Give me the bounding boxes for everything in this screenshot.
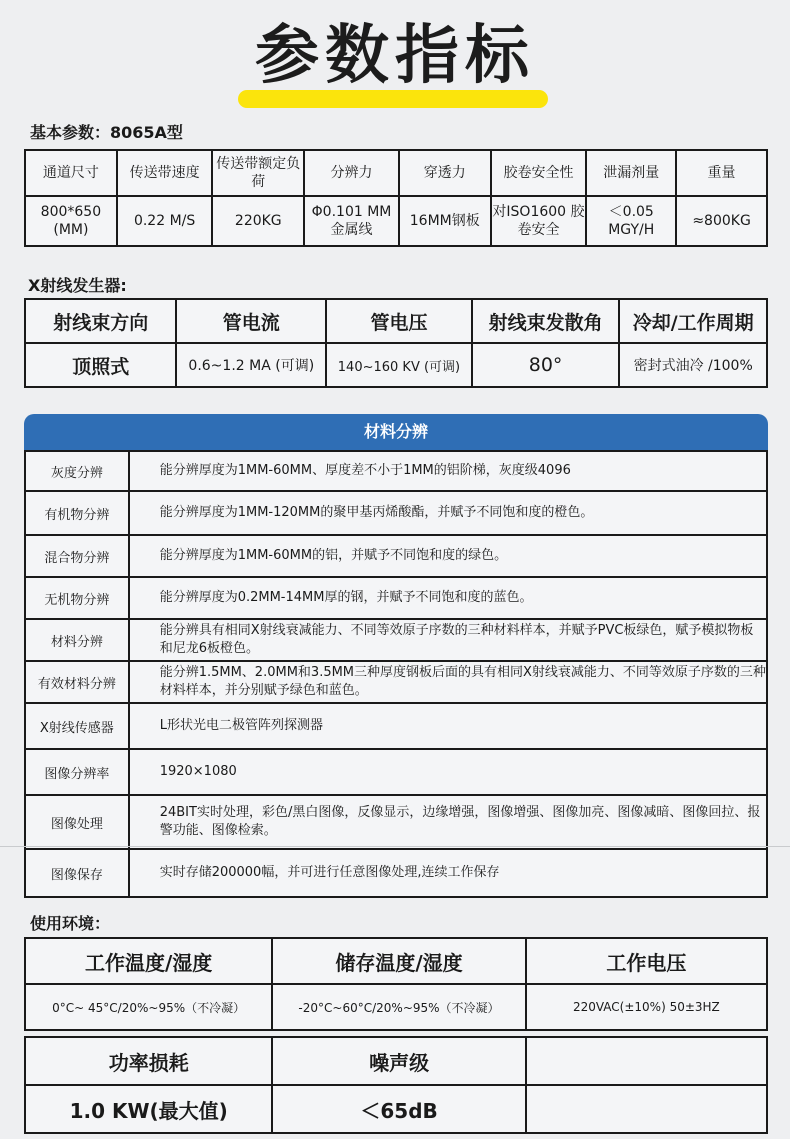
basic-header-cell: 传送带额定负荷 — [212, 150, 304, 196]
xray-label: X射线发生器: — [28, 276, 127, 295]
material-row — [25, 661, 767, 703]
power-value-row — [25, 1085, 767, 1133]
material-value: 24BIT实时处理，彩色/黑白图像，反像显示，边缘增强，图像增强、图像加亮、图像减暗、图像回拉、报警功能、图像检索。 — [129, 795, 767, 849]
xray-value-cell: 密封式油冷 /100% — [619, 343, 767, 387]
basic-header-cell: 传送带速度 — [117, 150, 213, 196]
material-value: 实时存储200000幅，并可进行任意图像处理,连续工作保存 — [129, 849, 767, 897]
env-value-row — [25, 984, 767, 1030]
power-header-row — [25, 1037, 767, 1085]
basic-value-row — [25, 196, 767, 246]
basic-value-cell: Φ0.101 MM金属线 — [304, 196, 399, 246]
xray-value-row — [25, 343, 767, 387]
basic-header-cell: 泄漏剂量 — [586, 150, 676, 196]
page-title: 参数指标 — [255, 19, 535, 93]
xray-table — [24, 298, 768, 388]
material-table — [24, 450, 768, 898]
env-table — [24, 937, 768, 1031]
material-header: 材料分辨 — [24, 414, 768, 450]
power-header-cell: 噪声级 — [272, 1037, 525, 1085]
env-header-cell: 工作电压 — [526, 938, 767, 984]
title-block — [0, 14, 790, 98]
material-row — [25, 491, 767, 535]
basic-value-cell: 0.22 M/S — [117, 196, 213, 246]
xray-header-cell: 射线束方向 — [25, 299, 176, 343]
basic-header-cell: 胶卷安全性 — [491, 150, 587, 196]
basic-header-cell: 通道尺寸 — [25, 150, 117, 196]
material-value: 能分辨具有相同X射线衰减能力、不同等效原子序数的三种材料样本，并赋予PVC板绿色，赋予模拟物板和尼龙6板橙色。 — [129, 619, 767, 661]
xray-header-row — [25, 299, 767, 343]
xray-value-cell: 0.6~1.2 MA (可调) — [176, 343, 326, 387]
xray-header-cell: 射线束发散角 — [472, 299, 620, 343]
env-header-row — [25, 938, 767, 984]
material-value: 能分辨1.5MM、2.0MM和3.5MM三种厚度钢板后面的具有相同X射线衰减能力、不同等效原子序数的三种材料样本，并分别赋予绿色和蓝色。 — [129, 661, 767, 703]
env-label: 使用环境： — [30, 914, 111, 933]
env-header-cell: 工作温度/湿度 — [25, 938, 272, 984]
material-row — [25, 749, 767, 795]
xray-header-cell: 管电流 — [176, 299, 326, 343]
basic-value-cell: 对ISO1600 胶卷安全 — [491, 196, 587, 246]
material-row — [25, 535, 767, 577]
material-key: 混合物分辨 — [25, 535, 129, 577]
basic-value-cell: ＜0.05 MGY/H — [586, 196, 676, 246]
power-header-cell: 功率损耗 — [25, 1037, 272, 1085]
env-value-cell: 0°C~ 45°C/20%~95%（不冷凝） — [25, 984, 272, 1030]
material-key: 无机物分辨 — [25, 577, 129, 619]
material-value: 能分辨厚度为1MM-60MM的铝，并赋予不同饱和度的绿色。 — [129, 535, 767, 577]
power-value-cell: ＜65dB — [272, 1085, 525, 1133]
basic-header-cell: 重量 — [676, 150, 767, 196]
material-row — [25, 451, 767, 491]
material-value: 1920×1080 — [129, 749, 767, 795]
basic-value-cell: 800*650 (MM) — [25, 196, 117, 246]
material-row — [25, 795, 767, 849]
basic-header-row — [25, 150, 767, 196]
material-key: 图像分辨率 — [25, 749, 129, 795]
material-row — [25, 577, 767, 619]
basic-header-cell: 穿透力 — [399, 150, 491, 196]
env-header-cell: 储存温度/湿度 — [272, 938, 525, 984]
material-key: 图像保存 — [25, 849, 129, 897]
material-value: 能分辨厚度为1MM-120MM的聚甲基丙烯酸酯，并赋予不同饱和度的橙色。 — [129, 491, 767, 535]
material-value: 能分辨厚度为1MM-60MM、厚度差不小于1MM的铝阶梯，灰度级4096 — [129, 451, 767, 491]
divider-line — [0, 846, 790, 847]
basic-header-cell: 分辨力 — [304, 150, 399, 196]
env-value-cell: -20°C~60°C/20%~95%（不冷凝） — [272, 984, 525, 1030]
material-key: 有机物分辨 — [25, 491, 129, 535]
xray-header-cell: 管电压 — [326, 299, 472, 343]
env-value-cell: 220VAC(±10%) 50±3HZ — [526, 984, 767, 1030]
basic-value-cell: 220KG — [212, 196, 304, 246]
material-key: 有效材料分辨 — [25, 661, 129, 703]
material-key: X射线传感器 — [25, 703, 129, 749]
material-row — [25, 619, 767, 661]
material-key: 材料分辨 — [25, 619, 129, 661]
material-value: 能分辨厚度为0.2MM-14MM厚的钢，并赋予不同饱和度的蓝色。 — [129, 577, 767, 619]
xray-value-cell: 140~160 KV (可调) — [326, 343, 472, 387]
power-value-cell — [526, 1085, 767, 1133]
material-value: L形状光电二极管阵列探测器 — [129, 703, 767, 749]
material-key: 图像处理 — [25, 795, 129, 849]
basic-value-cell: 16MM钢板 — [399, 196, 491, 246]
basic-params-table — [24, 149, 768, 247]
material-key: 灰度分辨 — [25, 451, 129, 491]
xray-value-cell: 顶照式 — [25, 343, 176, 387]
xray-value-cell: 80° — [472, 343, 620, 387]
basic-value-cell: ≈800KG — [676, 196, 767, 246]
power-header-cell — [526, 1037, 767, 1085]
material-row — [25, 703, 767, 749]
xray-header-cell: 冷却/工作周期 — [619, 299, 767, 343]
power-value-cell: 1.0 KW(最大值) — [25, 1085, 272, 1133]
power-table — [24, 1036, 768, 1134]
material-row — [25, 849, 767, 897]
basic-params-label: 基本参数：8065A型 — [30, 123, 183, 142]
